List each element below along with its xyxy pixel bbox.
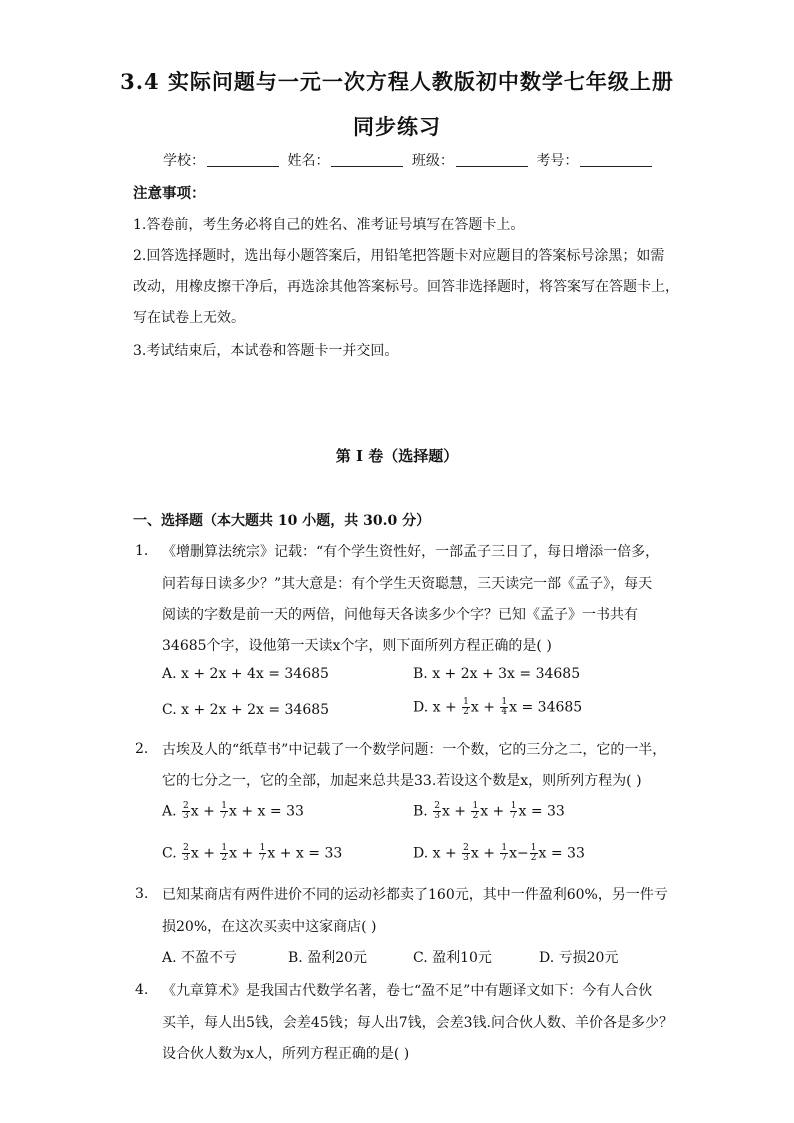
- fraction-denominator: 2: [221, 853, 228, 863]
- option-a: A. 不盈不亏: [162, 950, 238, 966]
- fraction-denominator: 3: [434, 811, 440, 821]
- part-title: 一、选择题（本大题共 10 小题，共 30.0 分）: [133, 513, 431, 529]
- fraction-denominator: 3: [183, 811, 189, 821]
- question-text-line: 《九章算术》是我国古代数学名著，卷七“盈不足”中有题译文如下：今有人合伙: [162, 983, 653, 999]
- question-number: 3.: [135, 886, 149, 902]
- option-text: x = 33: [538, 845, 585, 862]
- option-text: x +: [470, 845, 500, 862]
- question-text-line: 阅读的字数是前一天的两倍，问他每天各读多少个字？已知《孟子》一书共有: [162, 607, 638, 623]
- fraction-numerator: 2: [434, 801, 440, 811]
- exam-number-label: 考号：: [536, 153, 579, 169]
- fraction: [182, 844, 190, 863]
- fraction-denominator: 7: [259, 853, 266, 863]
- option-text: x +: [190, 803, 220, 820]
- question-text-line: 已知某商店有两件进价不同的运动衫都卖了160元，其中一件盈利60%，另一件亏: [162, 887, 668, 903]
- fraction-denominator: 7: [501, 853, 508, 863]
- fraction: [433, 802, 441, 821]
- notice-line: 写在试卷上无效。: [133, 310, 245, 326]
- fraction-denominator: 3: [183, 853, 189, 863]
- fraction: [462, 698, 470, 717]
- option-text: C.: [162, 845, 182, 862]
- notice-heading: 注意事项：: [133, 185, 206, 202]
- question-number: 4.: [135, 982, 149, 998]
- fraction: [462, 844, 470, 863]
- option-text: A.: [162, 803, 182, 820]
- option-b: [413, 802, 565, 821]
- option-text: x = 33: [518, 803, 565, 820]
- fraction-numerator: 1: [221, 843, 228, 853]
- question-number: 2.: [135, 741, 149, 757]
- option-a: [162, 802, 304, 821]
- fraction-denominator: 2: [472, 811, 479, 821]
- fraction-denominator: 2: [463, 707, 469, 717]
- fraction: [220, 844, 228, 863]
- school-label: 学校：: [163, 153, 205, 169]
- exam-number-blank: [580, 152, 652, 167]
- fraction-numerator: 2: [183, 801, 189, 811]
- option-b: B. x + 2x + 3x = 34685: [413, 666, 581, 682]
- class-label: 班级：: [411, 153, 454, 169]
- fraction: [220, 802, 228, 821]
- fraction-denominator: 4: [501, 707, 508, 717]
- option-text: x = 34685: [509, 699, 583, 716]
- option-text: x +: [470, 699, 500, 716]
- option-text: x + x = 33: [267, 845, 343, 862]
- question-text-line: 损20%，在这次买卖中这家商店( ): [162, 919, 377, 935]
- question-text-line: 买羊，每人出5钱，会差45钱；每人出7钱，会差3钱.问合伙人数、羊价各是多少？: [162, 1015, 673, 1031]
- fraction-numerator: 1: [463, 697, 469, 707]
- fraction-numerator: 2: [183, 843, 189, 853]
- option-text: x +: [441, 803, 471, 820]
- fraction: [500, 698, 508, 717]
- class-blank: [456, 152, 528, 167]
- notice-line: 3.考试结束后，本试卷和答题卡一并交回。: [133, 343, 399, 359]
- notice-line: 改动，用橡皮擦干净后，再选涂其他答案标号。回答非选择题时，将答案写在答题卡上，: [133, 279, 679, 295]
- name-blank: [331, 152, 403, 167]
- notice-line: 2.回答选择题时，选出每小题答案后，用铅笔把答题卡对应题目的答案标号涂黑；如需: [133, 248, 665, 264]
- option-text: x +: [190, 845, 220, 862]
- option-c: C. x + 2x + 2x = 34685: [162, 702, 330, 718]
- question-number: 1.: [135, 543, 149, 559]
- option-text: B.: [413, 803, 433, 820]
- document-subtitle: 同步练习: [353, 114, 441, 139]
- option-text: x +: [229, 845, 258, 862]
- fraction-numerator: 1: [501, 697, 508, 707]
- option-text: x−: [509, 845, 529, 862]
- fraction-numerator: 2: [463, 843, 469, 853]
- option-text: D. x +: [413, 845, 462, 862]
- fraction: [530, 844, 538, 863]
- option-d: [413, 844, 585, 863]
- fraction-numerator: 1: [530, 843, 537, 853]
- fraction: [259, 844, 267, 863]
- fraction-denominator: 7: [510, 811, 517, 821]
- student-info-line: [163, 150, 656, 170]
- name-label: 姓名：: [287, 153, 330, 169]
- question-text-line: 《增删算法统宗》记载：“有个学生资性好，一部孟子三日了，每日增添一倍多，: [162, 544, 660, 560]
- fraction-denominator: 3: [463, 853, 469, 863]
- option-text: D. x +: [413, 699, 462, 716]
- fraction-numerator: 1: [510, 801, 517, 811]
- fraction-denominator: 2: [530, 853, 537, 863]
- fraction-numerator: 1: [472, 801, 479, 811]
- section-title: 第 I 卷（选择题）: [335, 447, 459, 465]
- fraction-numerator: 1: [259, 843, 266, 853]
- fraction: [182, 802, 190, 821]
- option-d: [413, 698, 582, 717]
- question-text-line: 34685个字，设他第一天读x个字，则下面所列方程正确的是( ): [162, 638, 552, 654]
- question-text-line: 问若每日读多少？”其大意是：有个学生天资聪慧，三天读完一部《孟子》，每天: [162, 576, 653, 592]
- question-text-line: 古埃及人的“纸草书”中记载了一个数学问题：一个数，它的三分之二，它的一半，: [162, 742, 667, 758]
- fraction: [500, 844, 508, 863]
- option-a: A. x + 2x + 4x = 34685: [162, 666, 329, 682]
- option-c: [162, 844, 342, 863]
- option-d: D. 亏损20元: [539, 950, 619, 966]
- fraction-denominator: 7: [221, 811, 228, 821]
- fraction: [471, 802, 479, 821]
- notice-line: 1.答卷前，考生务必将自己的姓名、准考证号填写在答题卡上。: [133, 217, 525, 233]
- option-b: B. 盈利20元: [288, 950, 368, 966]
- option-text: x +: [480, 803, 509, 820]
- document-title: 3.4 实际问题与一元一次方程人教版初中数学七年级上册: [120, 69, 674, 94]
- option-c: C. 盈利10元: [413, 950, 492, 966]
- fraction-numerator: 1: [221, 801, 228, 811]
- option-text: x + x = 33: [229, 803, 304, 820]
- school-blank: [207, 152, 279, 167]
- fraction: [510, 802, 518, 821]
- question-text-line: 设合伙人数为x人，所列方程正确的是( ): [162, 1046, 410, 1062]
- question-text-line: 它的七分之一，它的全部，加起来总共是33.若设这个数是x，则所列方程为( ): [162, 773, 642, 789]
- fraction-numerator: 1: [501, 843, 508, 853]
